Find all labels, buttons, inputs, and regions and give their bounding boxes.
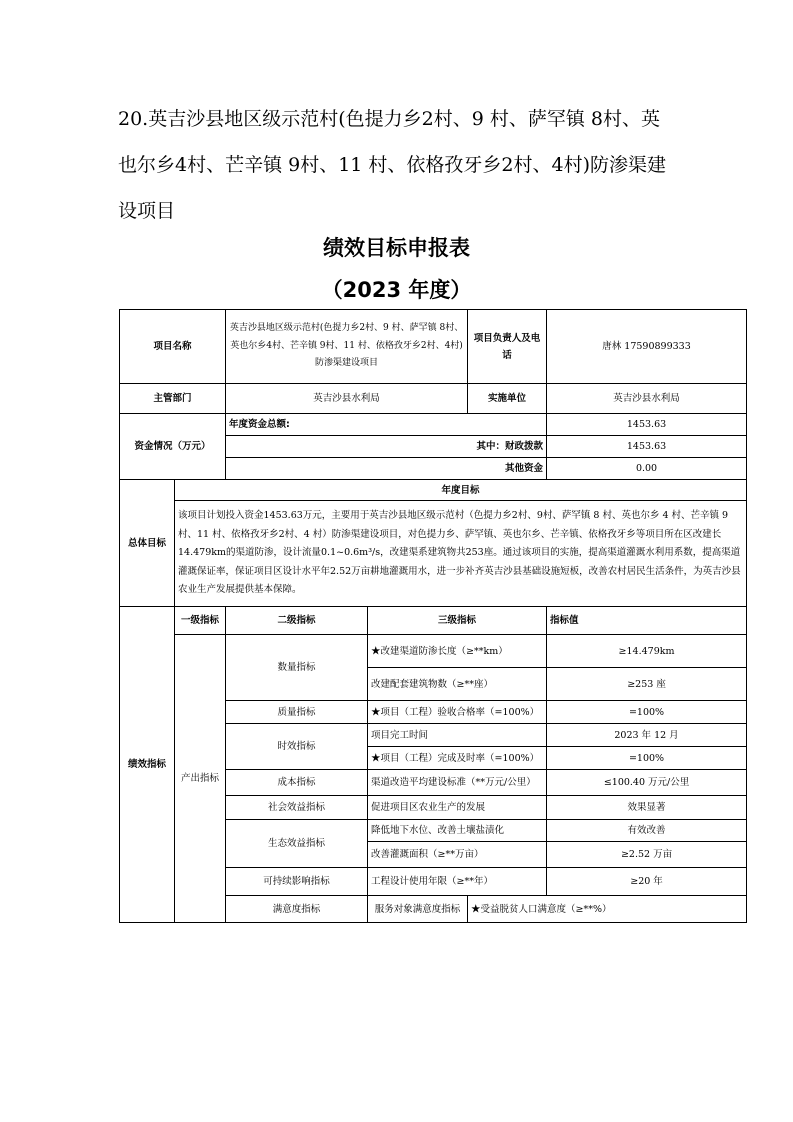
funds-fiscal-value: 1453.63 xyxy=(547,436,747,458)
table-row xyxy=(120,501,747,607)
level2-cell: 质量指标 xyxy=(226,701,368,724)
annual-goal-text: 该项目计划投入资金1453.63万元，主要用于英吉沙县地区级示范村（色提力乡2村、9村、萨罕镇 8 村、英也尔乡 4 村、芒辛镇 9村、11 村、依格孜牙乡2村、4 村）防渗渠建设项目，对色提力乡、萨罕镇、英也尔乡、芒辛镇、依格孜牙乡等项目所在区改建长14.479km的渠道防渗，设计流量0.1~0.6m³/s，改建渠系建筑物共253座。通过该项目的实施，提高渠道灌溉水利用系数，提高渠道灌溉保证率，保证项目区设计水平年2.52万亩耕地灌溉用水，进一步补齐英吉沙县基础设施短板，改善农村居民生活条件，为英吉沙县农业生产发展提供基本保障。 xyxy=(175,501,747,607)
table-row xyxy=(120,480,747,501)
impl-label: 实施单位 xyxy=(468,384,547,414)
funds-total-value: 1453.63 xyxy=(547,414,747,436)
level2-cell: 可持续影响指标 xyxy=(226,868,368,896)
table-row xyxy=(120,414,747,436)
table-row xyxy=(120,310,747,384)
level3-cell: 改善灌溉面积（≥**万亩） xyxy=(368,842,547,868)
table-row xyxy=(120,384,747,414)
value-cell: ≥253 座 xyxy=(547,668,747,701)
col-value: 指标值 xyxy=(547,607,747,635)
leader-value: 唐林 17590899333 xyxy=(547,310,747,384)
col-level1: 一级指标 xyxy=(175,607,226,635)
leader-label: 项目负责人及电话 xyxy=(468,310,547,384)
value-cell: ≥20 年 xyxy=(547,868,747,896)
funds-label: 资金情况（万元） xyxy=(120,414,226,480)
funds-fiscal-label: 其中：财政拨款 xyxy=(226,436,547,458)
level3-cell: 渠道改造平均建设标准（**万元/公里） xyxy=(368,770,547,796)
value-cell: 2023 年 12 月 xyxy=(547,724,747,747)
impl-value: 英吉沙县水利局 xyxy=(547,384,747,414)
output-indicators-label: 产出指标 xyxy=(175,635,226,923)
funds-other-label: 其他资金 xyxy=(226,458,547,480)
dept-label: 主管部门 xyxy=(120,384,226,414)
table-row xyxy=(120,635,747,668)
table-row xyxy=(120,607,747,635)
value-cell: =100% xyxy=(547,747,747,770)
level3-cell: 工程设计使用年限（≥**年） xyxy=(368,868,547,896)
level3-cell: ★受益脱贫人口满意度（≥**%） xyxy=(468,896,747,923)
satisfaction-indicators-label: 满意度指标 xyxy=(226,896,368,923)
level2-cell: 服务对象满意度指标 xyxy=(368,896,468,923)
value-cell: 效果显著 xyxy=(547,796,747,820)
value-cell: =100% xyxy=(547,701,747,724)
project-heading: 20.英吉沙县地区级示范村(色提力乡2村、9 村、萨罕镇 8村、英也尔乡4村、芒辛镇 9村、11 村、依格孜牙乡2村、4村)防渗渠建设项目 xyxy=(118,108,667,222)
value-cell: 有效改善 xyxy=(547,820,747,842)
dept-value: 英吉沙县水利局 xyxy=(226,384,468,414)
performance-table xyxy=(119,309,747,923)
level3-cell: 改建配套建筑物数（≥**座） xyxy=(368,668,547,701)
project-name: 英吉沙县地区级示范村(色提力乡2村、9 村、萨罕镇 8村、英也尔乡4村、芒辛镇 9村、11 村、依格孜牙乡2村、4村)防渗渠建设项目 xyxy=(226,310,468,384)
col-level2: 二级指标 xyxy=(226,607,368,635)
value-cell: ≤100.40 万元/公里 xyxy=(547,770,747,796)
level2-cell: 生态效益指标 xyxy=(226,820,368,868)
perf-indicators-label: 绩效指标 xyxy=(120,607,175,923)
funds-other-value: 0.00 xyxy=(547,458,747,480)
level3-cell: 项目完工时间 xyxy=(368,724,547,747)
project-name-label: 项目名称 xyxy=(120,310,226,384)
level3-cell: ★项目（工程）完成及时率（=100%） xyxy=(368,747,547,770)
annual-goal-label: 年度目标 xyxy=(175,480,747,501)
form-title: 绩效目标申报表 xyxy=(323,236,470,260)
level3-cell: 降低地下水位、改善土壤盐渍化 xyxy=(368,820,547,842)
level2-cell: 社会效益指标 xyxy=(226,796,368,820)
level3-cell: 促进项目区农业生产的发展 xyxy=(368,796,547,820)
col-level3: 三级指标 xyxy=(368,607,547,635)
funds-total-label: 年度资金总额: xyxy=(226,414,547,436)
value-cell: ≥2.52 万亩 xyxy=(547,842,747,868)
level2-cell: 成本指标 xyxy=(226,770,368,796)
level3-cell: ★项目（工程）验收合格率（=100%） xyxy=(368,701,547,724)
form-year: （2023 年度） xyxy=(321,278,472,302)
level3-cell: ★改建渠道防渗长度（≥**km） xyxy=(368,635,547,668)
level2-cell: 数量指标 xyxy=(226,635,368,701)
value-cell: ≥14.479km xyxy=(547,635,747,668)
level2-cell: 时效指标 xyxy=(226,724,368,770)
overall-goal-label: 总体目标 xyxy=(120,480,175,607)
